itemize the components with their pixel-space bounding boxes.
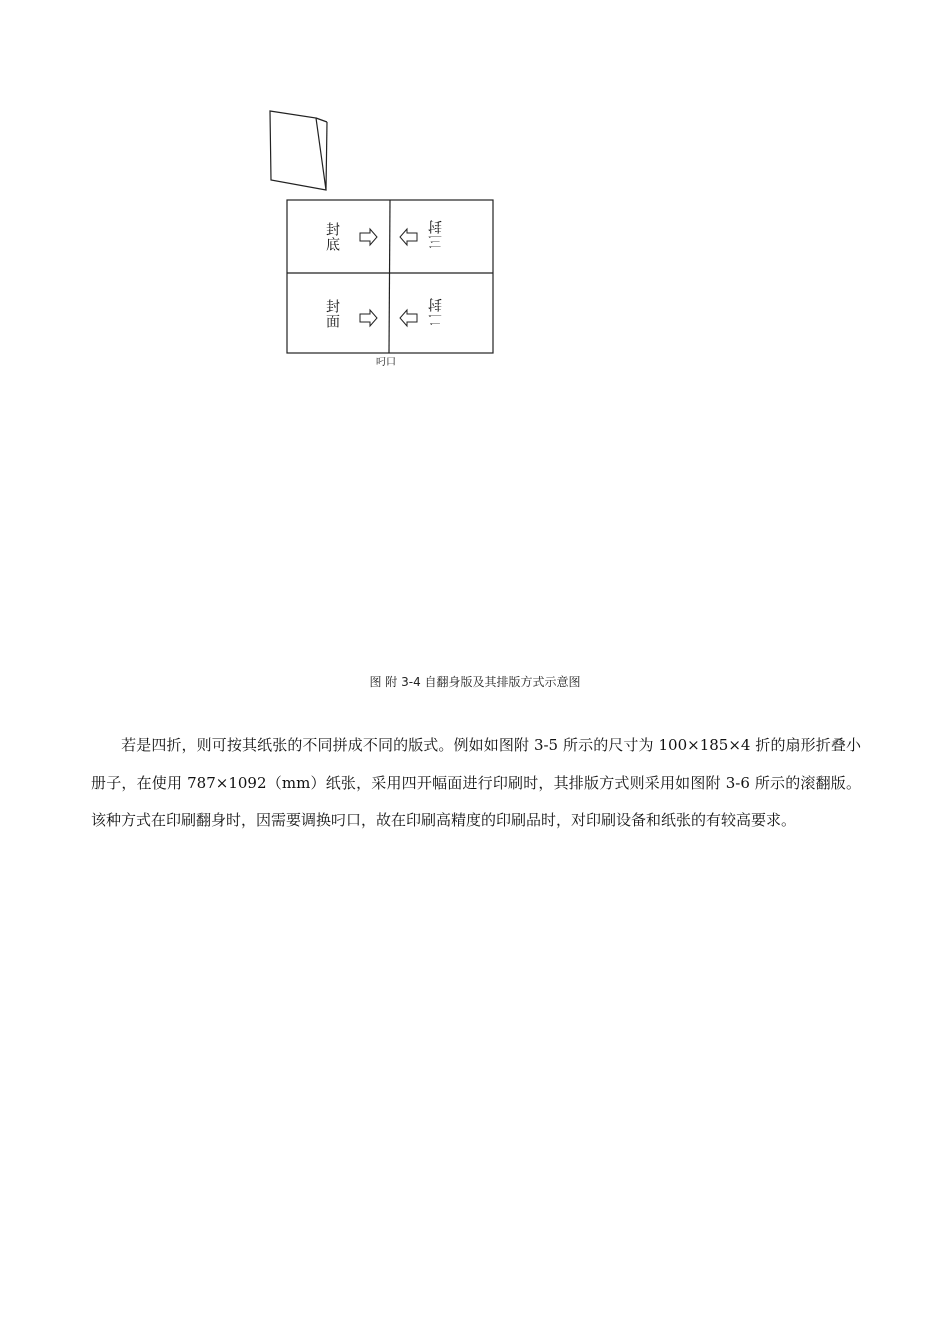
arrow-left-icon: [400, 310, 417, 326]
cell-front-cover: 封面: [324, 299, 340, 329]
gripper-label: 叼口: [376, 357, 396, 368]
paragraph-text: 若是四折，则可按其纸张的不同拼成不同的版式。例如如图附 3-5 所示的尺寸为 100×185×4 折的扇形折叠小册子，在使用 787×1092（mm）纸张，采用四开幅面进行印刷时，其排版方式则采用如图附 3-6 所示的滚翻版。该种方式在印刷翻身时，因需要调换叼口，故在印刷高精度的印刷品时，对印刷设备和纸张的有较高要求。: [91, 736, 861, 829]
folded-booklet-icon: [270, 111, 327, 190]
body-paragraph: [91, 727, 861, 840]
sheet-grid: [287, 200, 493, 353]
figure-drawing: [0, 0, 950, 400]
arrow-left-icon: [400, 229, 417, 245]
arrow-right-icon: [360, 310, 377, 326]
imposition-figure: [0, 0, 950, 400]
cell-inside-front-cover: 二封: [428, 297, 444, 327]
arrow-right-icon: [360, 229, 377, 245]
figure-caption: 图 附 3-4 自翻身版及其排版方式示意图: [369, 675, 581, 689]
cell-back-cover: 封底: [324, 222, 340, 252]
cell-inside-back-cover: 三封: [428, 219, 444, 249]
